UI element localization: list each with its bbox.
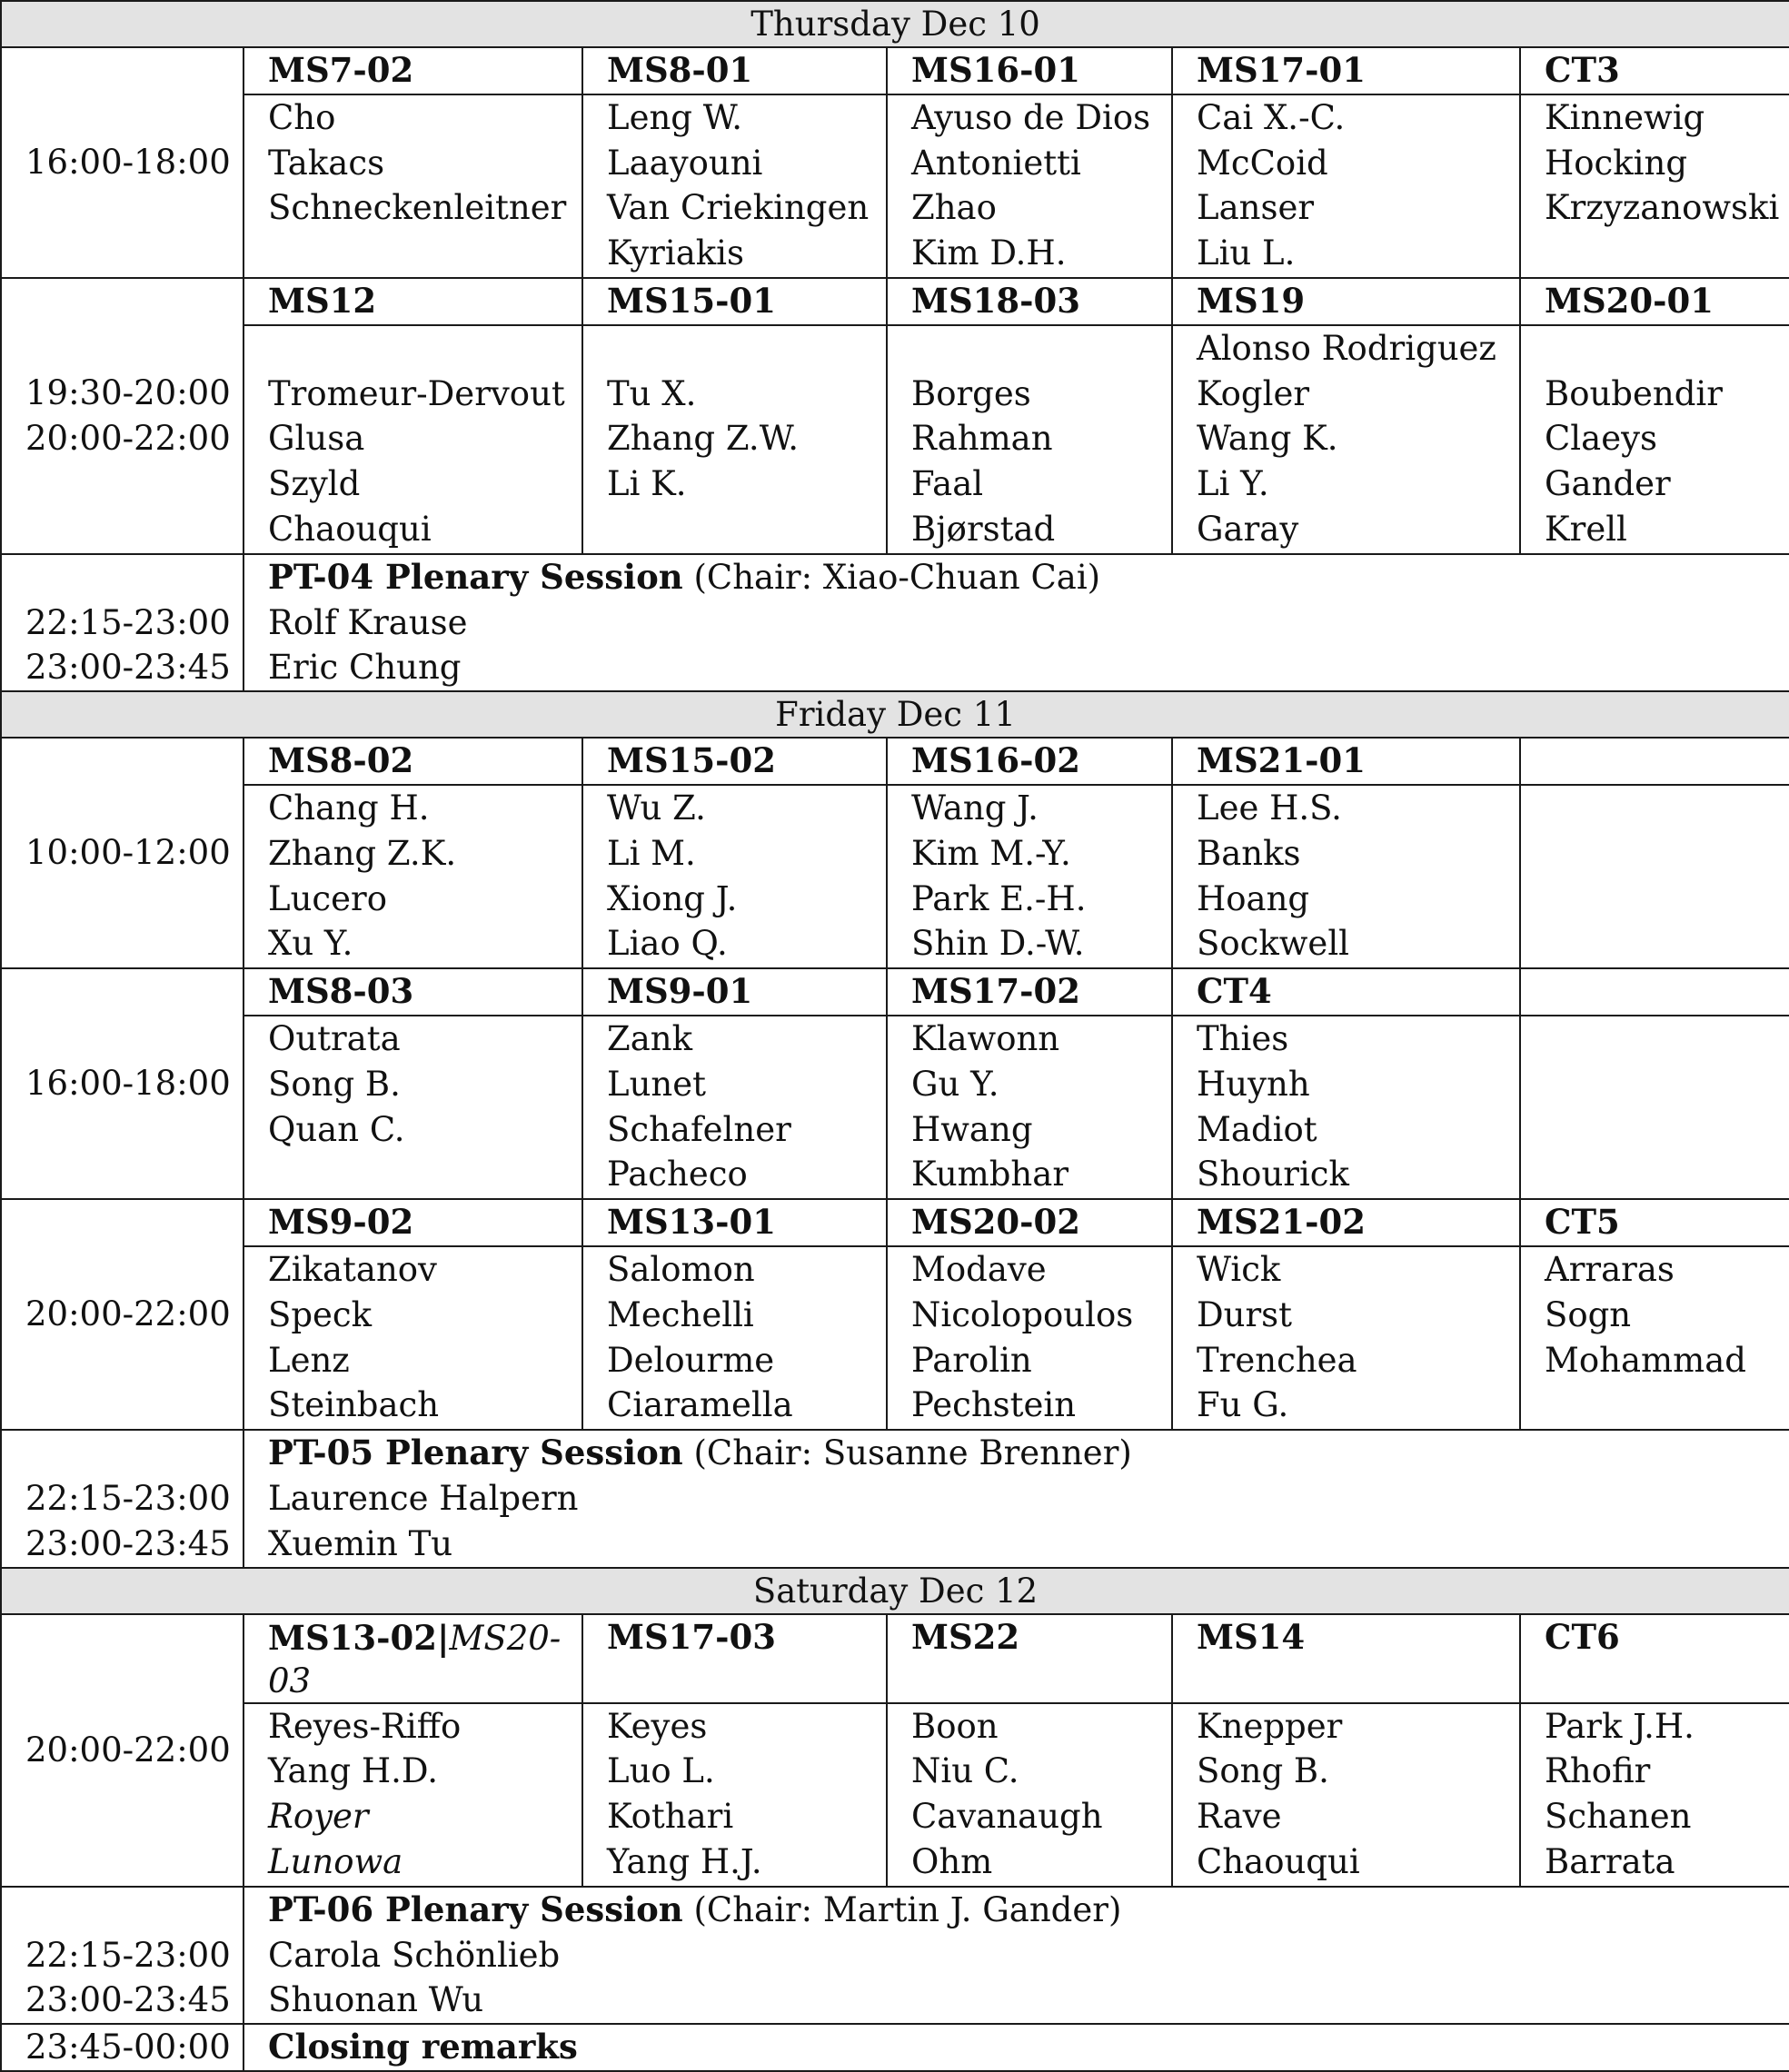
session-speakers-row (1, 325, 1789, 554)
session-code: CT6 (1520, 1614, 1789, 1703)
session-speakers (1172, 1703, 1520, 1887)
speaker-name: Zikatanov (268, 1249, 437, 1289)
speaker-name: Liao Q. (607, 924, 728, 964)
time-slot (1, 738, 244, 968)
time-label: 20:00-22:00 (25, 418, 231, 458)
session-code: MS8-01 (582, 47, 887, 94)
speaker-name: Salomon (607, 1249, 755, 1289)
session-speakers (244, 785, 582, 968)
speaker-name: Schafelner (607, 1109, 791, 1149)
session-code: MS22 (887, 1614, 1172, 1703)
speaker-name: Chaouqui (268, 509, 432, 549)
plenary-title: PT-06 Plenary Session (268, 1889, 683, 1929)
speaker-name: Hoang (1197, 878, 1310, 918)
speaker-name: Song B. (268, 1064, 401, 1104)
speaker-name: Parolin (911, 1340, 1032, 1380)
speaker-name: Gu Y. (911, 1064, 999, 1104)
session-speakers (887, 1246, 1172, 1430)
session-code: MS7-02 (244, 47, 582, 94)
plenary-speaker: Rolf Krause (268, 602, 468, 642)
speaker-name: Keyes (607, 1706, 708, 1746)
closing-row (1, 2024, 1789, 2071)
speaker-name: Shin D.-W. (911, 924, 1085, 964)
time-label: 10:00-12:00 (25, 833, 231, 873)
speaker-name: Kim D.H. (911, 233, 1067, 273)
session-header-row (1, 1614, 1789, 1703)
day-header-row (1, 1, 1789, 47)
session-code: MS17-01 (1172, 47, 1520, 94)
day-header-row (1, 1568, 1789, 1614)
day-label: Thursday Dec 10 (1, 1, 1789, 47)
speaker-name: Zhao (911, 188, 997, 228)
speaker-name: Kogler (1197, 373, 1310, 413)
speaker-name: Kumbhar (911, 1155, 1069, 1195)
speaker-name: Krzyzanowski (1545, 188, 1780, 228)
speaker-name: Cai X.-C. (1197, 97, 1346, 137)
session-speakers (887, 1703, 1172, 1887)
speaker-name-joint: Lunowa (268, 1841, 403, 1881)
speaker-name: Zhang Z.K. (268, 833, 457, 873)
session-code: MS8-03 (244, 968, 582, 1016)
speaker-name: Boubendir (1545, 373, 1723, 413)
session-code: MS13-01 (582, 1199, 887, 1246)
plenary-session (244, 1887, 1789, 2024)
session-code: MS12 (244, 278, 582, 325)
speaker-name: Cavanaugh (911, 1797, 1103, 1837)
time-label: 19:30-20:00 (25, 373, 231, 413)
session-speakers (244, 325, 582, 554)
speaker-name: Speck (268, 1294, 373, 1334)
session-speakers (1520, 1703, 1789, 1887)
speaker-name: Schanen (1545, 1797, 1692, 1837)
session-speakers (1172, 1016, 1520, 1199)
speaker-name: Arraras (1545, 1249, 1675, 1289)
session-code: MS19 (1172, 278, 1520, 325)
plenary-row (1, 554, 1789, 691)
session-header-row (1, 278, 1789, 325)
session-code: MS15-01 (582, 278, 887, 325)
speaker-name (607, 326, 886, 372)
session-code: MS21-01 (1172, 738, 1520, 785)
session-speakers (887, 785, 1172, 968)
speaker-name: Kim M.-Y. (911, 833, 1071, 873)
speaker-name: Takacs (268, 143, 385, 183)
session-code: MS16-01 (887, 47, 1172, 94)
plenary-speaker: Carola Schönlieb (268, 1935, 561, 1975)
time-label: 22:15-23:00 (25, 1935, 231, 1975)
session-code-line (268, 1615, 581, 1702)
speaker-name: Antonietti (911, 143, 1081, 183)
speaker-name: Boon (911, 1706, 999, 1746)
time-slot (1, 1199, 244, 1430)
session-speakers (582, 94, 887, 278)
speaker-name: Glusa (268, 419, 365, 459)
session-speakers (1172, 785, 1520, 968)
time-label: 16:00-18:00 (25, 143, 231, 183)
speaker-name: Ciaramella (607, 1385, 793, 1425)
session-code-joint: MS20-03 (268, 1618, 562, 1700)
session-speakers (887, 325, 1172, 554)
session-code: MS16-02 (887, 738, 1172, 785)
day-label: Friday Dec 11 (1, 691, 1789, 738)
speaker-name: Li Y. (1197, 464, 1269, 504)
time-slot (1, 278, 244, 554)
speaker-name: Outrata (268, 1018, 401, 1058)
speaker-name: Kinnewig (1545, 97, 1705, 137)
speaker-name (911, 326, 1171, 372)
speaker-name: Wick (1197, 1249, 1281, 1289)
session-speakers (244, 1016, 582, 1199)
session-speakers-row (1, 785, 1789, 968)
plenary-time-slot (1, 1430, 244, 1567)
speaker-name: McCoid (1197, 143, 1328, 183)
session-header-row (1, 1199, 1789, 1246)
speaker-name: Rave (1197, 1797, 1282, 1837)
speaker-name: Van Criekingen (607, 188, 870, 228)
session-speakers-row (1, 1703, 1789, 1887)
speaker-name: Wang J. (911, 788, 1039, 828)
session-code: CT5 (1520, 1199, 1789, 1246)
session-code (1520, 968, 1789, 1016)
speaker-name: Lucero (268, 878, 387, 918)
speaker-name: Cho (268, 97, 336, 137)
session-code: MS15-02 (582, 738, 887, 785)
closing-time: 23:45-00:00 (1, 2024, 244, 2071)
speaker-name: Fu G. (1197, 1385, 1289, 1425)
plenary-speaker: Eric Chung (268, 648, 462, 688)
speaker-name: Rahman (911, 419, 1053, 459)
time-label: 20:00-22:00 (25, 1294, 231, 1334)
speaker-name: Hwang (911, 1109, 1033, 1149)
speaker-name: Li K. (607, 464, 687, 504)
session-code: MS21-02 (1172, 1199, 1520, 1246)
plenary-speaker: Laurence Halpern (268, 1478, 579, 1518)
speaker-name: Delourme (607, 1340, 775, 1380)
speaker-name: Sogn (1545, 1294, 1632, 1334)
speaker-name: Lunet (607, 1064, 706, 1104)
session-speakers (244, 94, 582, 278)
session-code: MS17-02 (887, 968, 1172, 1016)
speaker-name: Schneckenleitner (268, 188, 567, 228)
session-speakers-row (1, 1246, 1789, 1430)
speaker-name: Sockwell (1197, 924, 1349, 964)
session-code: MS17-03 (582, 1614, 887, 1703)
session-code: MS9-02 (244, 1199, 582, 1246)
speaker-name: Park E.-H. (911, 878, 1087, 918)
speaker-name: Xiong J. (607, 878, 738, 918)
speaker-name: Thies (1197, 1018, 1289, 1058)
speaker-name: Ayuso de Dios (911, 97, 1151, 137)
plenary-chair: (Chair: Martin J. Gander) (693, 1889, 1122, 1929)
speaker-name: Madiot (1197, 1109, 1317, 1149)
time-label: 22:15-23:00 (25, 602, 231, 642)
speaker-name: Faal (911, 464, 984, 504)
speaker-name: Chang H. (268, 788, 430, 828)
speaker-name: Barrata (1545, 1841, 1675, 1881)
speaker-name (1545, 326, 1789, 372)
speaker-name: Borges (911, 373, 1031, 413)
spacer (25, 1888, 243, 1933)
session-code (1520, 738, 1789, 785)
speaker-name: Tu X. (607, 373, 697, 413)
plenary-chair: (Chair: Xiao-Chuan Cai) (693, 557, 1101, 597)
speaker-name: Knepper (1197, 1706, 1343, 1746)
speaker-name: Lenz (268, 1340, 350, 1380)
session-speakers (1172, 1246, 1520, 1430)
speaker-name: Lee H.S. (1197, 788, 1342, 828)
speaker-name: Steinbach (268, 1385, 440, 1425)
speaker-name: Zhang Z.W. (607, 419, 800, 459)
speaker-name: Kothari (607, 1797, 734, 1837)
speaker-name: Chaouqui (1197, 1841, 1360, 1881)
speaker-name: Niu C. (911, 1751, 1019, 1791)
speaker-name: Banks (1197, 833, 1301, 873)
speaker-name: Liu L. (1197, 233, 1296, 273)
closing-label: Closing remarks (244, 2024, 1789, 2071)
session-speakers (582, 785, 887, 968)
plenary-time-slot (1, 554, 244, 691)
speaker-name: Hocking (1545, 143, 1688, 183)
session-speakers (1172, 325, 1520, 554)
plenary-title: PT-05 Plenary Session (268, 1433, 683, 1473)
speaker-name: Alonso Rodriguez (1197, 328, 1496, 368)
plenary-session (244, 1430, 1789, 1567)
speaker-name-joint: Royer (268, 1797, 369, 1837)
plenary-chair: (Chair: Susanne Brenner) (693, 1433, 1132, 1473)
speaker-name: Reyes-Riffo (268, 1706, 462, 1746)
session-header-row (1, 738, 1789, 785)
time-label: 23:00-23:45 (25, 648, 231, 688)
speaker-name: Modave (911, 1249, 1047, 1289)
plenary-heading (268, 1888, 1789, 1933)
session-speakers (244, 1246, 582, 1430)
time-label: 22:15-23:00 (25, 1478, 231, 1518)
speaker-name: Wu Z. (607, 788, 706, 828)
session-speakers (887, 1016, 1172, 1199)
speaker-name: Gander (1545, 464, 1671, 504)
speaker-name: Bjørstad (911, 509, 1056, 549)
session-speakers-row (1, 1016, 1789, 1199)
plenary-time-slot (1, 1887, 244, 2024)
session-code: MS20-02 (887, 1199, 1172, 1246)
speaker-name: Tromeur-Dervout (268, 373, 565, 413)
speaker-name: Zank (607, 1018, 693, 1058)
session-code-main: MS13-02| (268, 1617, 450, 1658)
plenary-heading (268, 555, 1789, 600)
session-speakers (582, 1246, 887, 1430)
speaker-name: Durst (1197, 1294, 1293, 1334)
time-label: 23:00-23:45 (25, 1523, 231, 1563)
session-code (244, 1614, 582, 1703)
session-speakers (1520, 1016, 1789, 1199)
session-code: CT3 (1520, 47, 1789, 94)
plenary-heading (268, 1431, 1789, 1476)
speaker-name: Yang H.D. (268, 1751, 439, 1791)
speaker-name: Garay (1197, 509, 1299, 549)
session-code: MS14 (1172, 1614, 1520, 1703)
session-code: MS8-02 (244, 738, 582, 785)
time-label: 20:00-22:00 (25, 1730, 231, 1770)
speaker-name: Huynh (1197, 1064, 1310, 1104)
session-code: MS18-03 (887, 278, 1172, 325)
time-slot (1, 47, 244, 278)
session-speakers (582, 325, 887, 554)
session-speakers-row (1, 94, 1789, 278)
day-label: Saturday Dec 12 (1, 1568, 1789, 1614)
session-speakers (1520, 785, 1789, 968)
speaker-name: Leng W. (607, 97, 743, 137)
speaker-name: Song B. (1197, 1751, 1329, 1791)
speaker-name: Pechstein (911, 1385, 1077, 1425)
speaker-name: Xu Y. (268, 924, 353, 964)
speaker-name: Mohammad (1545, 1340, 1746, 1380)
time-label: 16:00-18:00 (25, 1064, 231, 1104)
speaker-name: Szyld (268, 464, 361, 504)
session-speakers (582, 1703, 887, 1887)
speaker-name: Shourick (1197, 1155, 1349, 1195)
session-code: MS20-01 (1520, 278, 1789, 325)
speaker-name (268, 326, 581, 372)
time-slot (1, 1614, 244, 1887)
plenary-speaker: Xuemin Tu (268, 1523, 453, 1563)
speaker-name: Li M. (607, 833, 696, 873)
plenary-speaker: Shuonan Wu (268, 1980, 484, 2020)
spacer (25, 555, 243, 600)
speaker-name: Mechelli (607, 1294, 754, 1334)
time-label: 23:00-23:45 (25, 1980, 231, 2020)
session-code: CT4 (1172, 968, 1520, 1016)
speaker-name: Trenchea (1197, 1340, 1357, 1380)
speaker-name: Ohm (911, 1841, 993, 1881)
time-slot (1, 968, 244, 1199)
session-header-row (1, 47, 1789, 94)
session-speakers (1520, 1246, 1789, 1430)
session-speakers (1520, 325, 1789, 554)
speaker-name: Quan C. (268, 1109, 405, 1149)
day-header-row (1, 691, 1789, 738)
spacer (25, 1431, 243, 1476)
speaker-name: Claeys (1545, 419, 1657, 459)
speaker-name: Klawonn (911, 1018, 1060, 1058)
session-speakers (1520, 94, 1789, 278)
session-header-row (1, 968, 1789, 1016)
plenary-row (1, 1430, 1789, 1567)
speaker-name: Krell (1545, 509, 1627, 549)
speaker-name: Kyriakis (607, 233, 744, 273)
speaker-name: Pacheco (607, 1155, 748, 1195)
speaker-name: Wang K. (1197, 419, 1338, 459)
session-code: MS9-01 (582, 968, 887, 1016)
session-speakers (582, 1016, 887, 1199)
speaker-name: Nicolopoulos (911, 1294, 1134, 1334)
speaker-name: Laayouni (607, 143, 763, 183)
session-speakers (1172, 94, 1520, 278)
plenary-title: PT-04 Plenary Session (268, 556, 683, 597)
speaker-name: Luo L. (607, 1751, 715, 1791)
speaker-name: Lanser (1197, 188, 1315, 228)
plenary-session (244, 554, 1789, 691)
plenary-row (1, 1887, 1789, 2024)
session-speakers (244, 1703, 582, 1887)
speaker-name: Rhofir (1545, 1751, 1651, 1791)
speaker-name: Yang H.J. (607, 1841, 762, 1881)
session-speakers (887, 94, 1172, 278)
speaker-name: Park J.H. (1545, 1706, 1695, 1746)
